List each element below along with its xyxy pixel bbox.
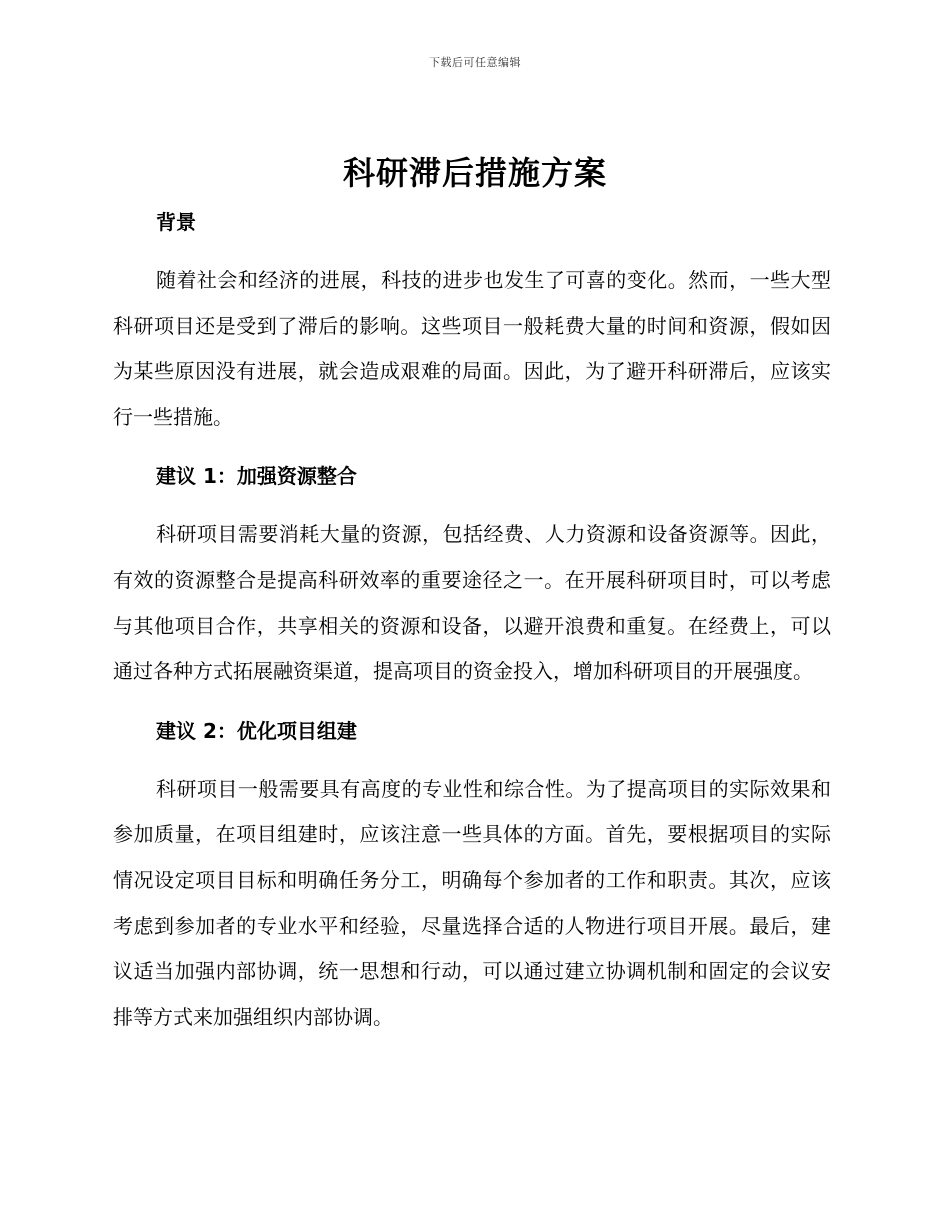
section-heading-suggestion-1: 建议 1：加强资源整合 <box>156 464 357 489</box>
document-body <box>113 204 831 1040</box>
document-title: 科研滞后措施方案 <box>342 154 607 192</box>
section-paragraph-background: 随着社会和经济的进展，科技的进步也发生了可喜的变化。然而，一些大型科研项目还是受到了滞后的影响。这些项目一般耗费大量的时间和资源，假如因为某些原因没有进展，就会造成艰难的局面。因此，为了避开科研滞后，应该实行一些措施。 <box>113 268 831 429</box>
section-heading-background: 背景 <box>156 210 196 234</box>
section-paragraph-suggestion-2: 科研项目一般需要具有高度的专业性和综合性。为了提高项目的实际效果和参加质量，在项目组建时，应该注意一些具体的方面。首先，要根据项目的实际情况设定项目目标和明确任务分工，明确每个参加者的工作和职责。其次，应该考虑到参加者的专业水平和经验，尽量选择合适的人物进行项目开展。最后，建议适当加强内部协调，统一思想和行动，可以通过建立协调机制和固定的会议安排等方式来加强组织内部协调。 <box>113 776 831 1029</box>
section-paragraph-suggestion-1: 科研项目需要消耗大量的资源，包括经费、人力资源和设备资源等。因此，有效的资源整合是提高科研效率的重要途径之一。在开展科研项目时，可以考虑与其他项目合作，共享相关的资源和设备，以避开浪费和重复。在经费上，可以通过各种方式拓展融资渠道，提高项目的资金投入，增加科研项目的开展强度。 <box>113 522 831 684</box>
page-header-note: 下载后可任意编辑 <box>429 56 521 69</box>
section-heading-suggestion-2: 建议 2：优化项目组建 <box>156 718 357 743</box>
